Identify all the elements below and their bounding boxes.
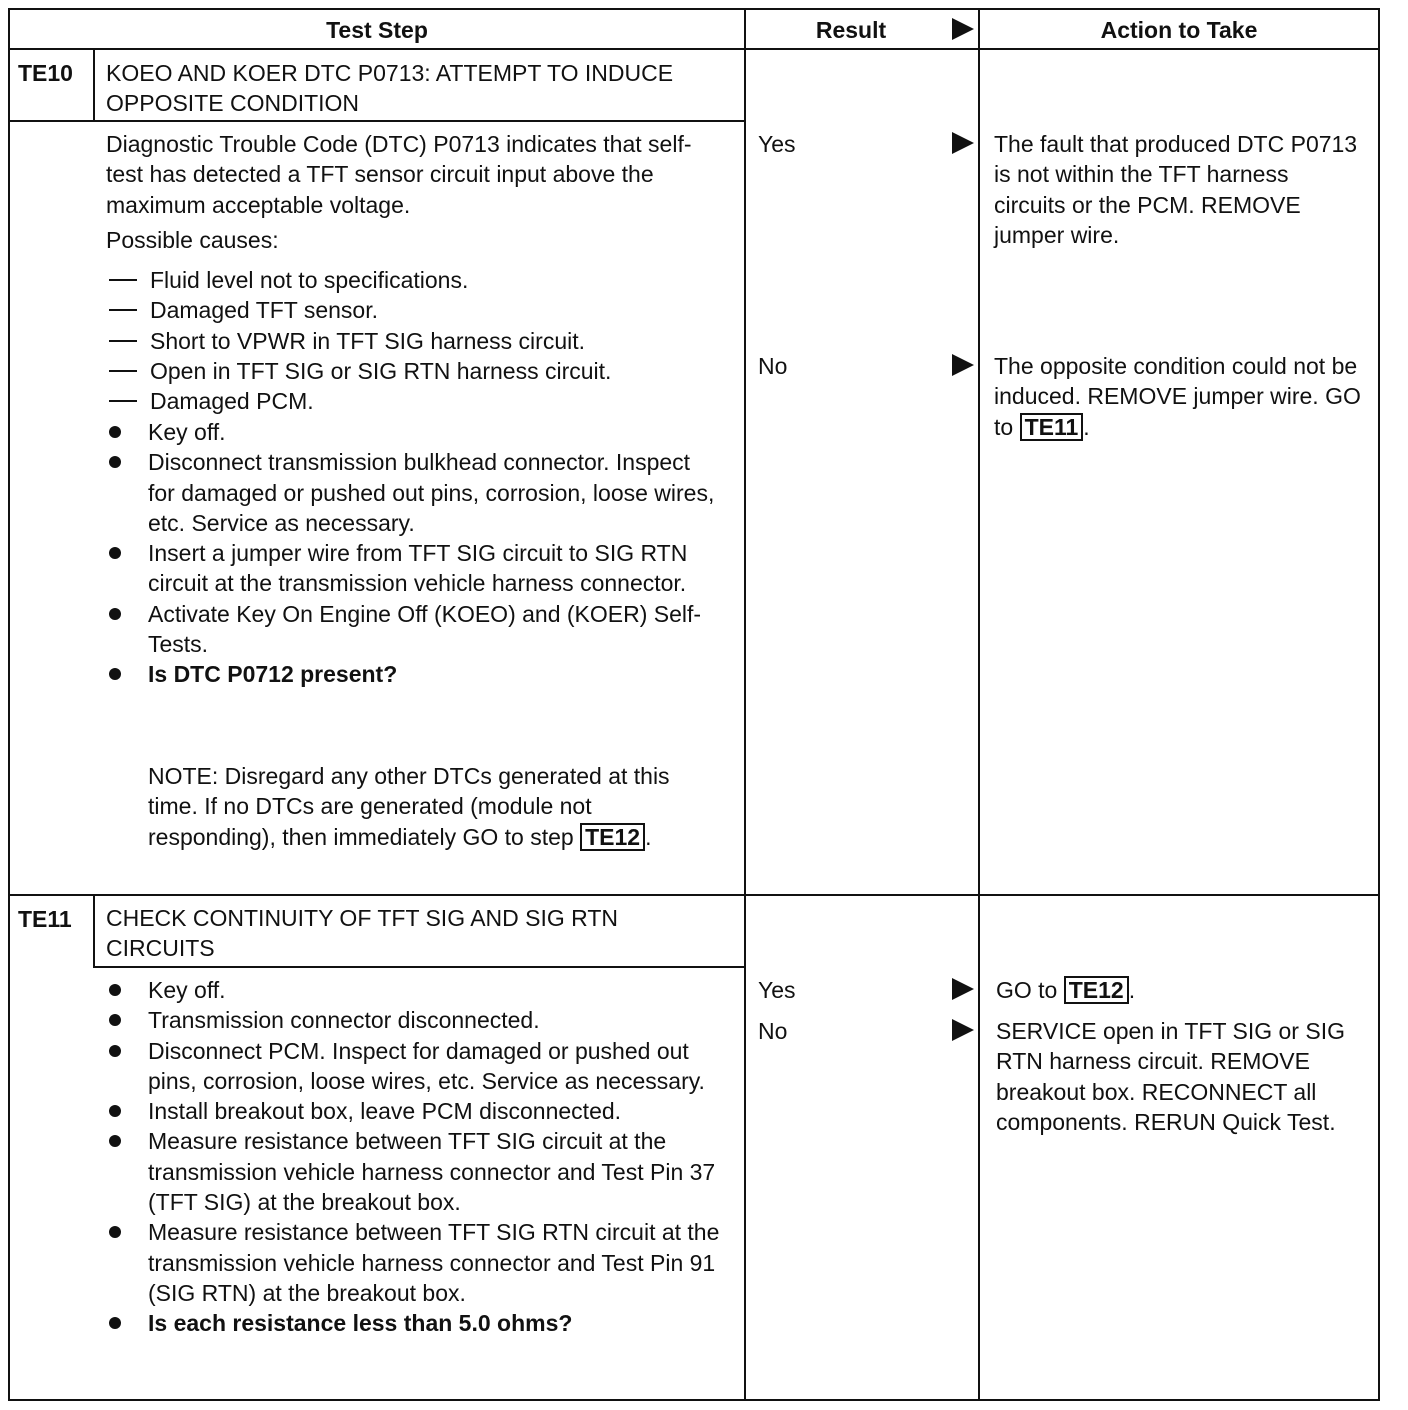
list-item: Fluid level not to specifications. [106, 265, 726, 295]
header-test-step: Test Step [326, 16, 428, 43]
list-item: Damaged TFT sensor. [106, 295, 726, 325]
te10-question: Is DTC P0712 present? [108, 659, 720, 689]
list-item: Activate Key On Engine Off (KOEO) and (KOER) Self-Tests. [108, 599, 720, 660]
header-arrow-icon [952, 18, 974, 40]
list-item: Open in TFT SIG or SIG RTN harness circuit. [106, 356, 726, 386]
te10-no-action-text: The opposite condition could not be induced. REMOVE jumper wire. GO to [994, 353, 1361, 440]
divider-id-te10 [93, 50, 95, 122]
te10-note [148, 761, 720, 852]
te10-title-line [10, 120, 744, 122]
te11-question: Is each resistance less than 5.0 ohms? [108, 1308, 728, 1338]
te11-yes-step-ref[interactable]: TE12 [1064, 976, 1129, 1004]
list-item: Measure resistance between TFT SIG RTN circuit at the transmission vehicle harness connector and Test Pin 91 (SIG RTN) at the breakout box. [108, 1217, 728, 1308]
te10-note-end: . [645, 823, 652, 850]
te10-step-id: TE10 [18, 60, 73, 86]
te11-yes-arrow-icon [952, 978, 974, 1000]
header-result: Result [815, 16, 887, 43]
te11-title-line [93, 966, 744, 968]
te11-steps-list [108, 975, 728, 1339]
list-item: Insert a jumper wire from TFT SIG circuit to SIG RTN circuit at the transmission vehicle harness connector. [108, 538, 720, 599]
te11-no-label: No [758, 1018, 788, 1044]
te10-no-arrow-icon [952, 354, 974, 376]
te10-no-step-ref[interactable]: TE11 [1020, 413, 1084, 441]
te11-yes-end: . [1128, 977, 1136, 1003]
list-item: Measure resistance between TFT SIG circuit at the transmission vehicle harness connector and Test Pin 37 (TFT SIG) at the breakout box. [108, 1126, 728, 1217]
te11-yes-label: Yes [758, 977, 796, 1003]
list-item: Key off. [108, 417, 720, 447]
diagnostic-table [8, 8, 1380, 1401]
divider-action-col [978, 10, 980, 1399]
list-item: Install breakout box, leave PCM disconnected. [108, 1096, 728, 1126]
list-item: Transmission connector disconnected. [108, 1005, 728, 1035]
te10-yes-arrow-icon [952, 132, 974, 154]
te10-steps-list [108, 417, 720, 690]
divider-id-te11 [93, 896, 95, 968]
te11-title: CHECK CONTINUITY OF TFT SIG AND SIG RTN CIRCUITS [106, 905, 619, 962]
te10-description: Diagnostic Trouble Code (DTC) P0713 indicates that self-test has detected a TFT sensor circuit input above the maximum acceptable voltage. [106, 131, 692, 218]
te11-yes-action [996, 975, 1364, 1005]
header-action: Action to Take [1100, 16, 1258, 43]
te11-yes-action-text: GO to [996, 977, 1058, 1003]
te10-no-action [994, 351, 1362, 442]
te11-step-id: TE11 [18, 906, 72, 932]
te10-note-text: NOTE: Disregard any other DTCs generated at this time. If no DTCs are generated (module not responding), then immediately GO to step [148, 763, 670, 850]
te10-yes-label: Yes [758, 131, 796, 157]
te10-possible-causes-label: Possible causes: [106, 227, 279, 253]
te10-title: KOEO AND KOER DTC P0713: ATTEMPT TO INDUCE OPPOSITE CONDITION [106, 60, 674, 117]
te10-note-step-ref[interactable]: TE12 [580, 823, 645, 851]
te10-no-label: No [758, 353, 788, 379]
te10-yes-action: The fault that produced DTC P0713 is not within the TFT harness circuits or the PCM. REMOVE jumper wire. [994, 131, 1358, 248]
te10-causes-list [106, 265, 726, 416]
list-item: Damaged PCM. [106, 386, 726, 416]
list-item: Key off. [108, 975, 728, 1005]
list-item: Disconnect PCM. Inspect for damaged or pushed out pins, corrosion, loose wires, etc. Service as necessary. [108, 1036, 728, 1097]
te11-no-arrow-icon [952, 1019, 974, 1041]
list-item: Disconnect transmission bulkhead connector. Inspect for damaged or pushed out pins, corrosion, loose wires, etc. Service as necessary. [108, 447, 720, 538]
te10-no-end: . [1083, 413, 1090, 440]
te11-no-action: SERVICE open in TFT SIG or SIG RTN harness circuit. REMOVE breakout box. RECONNECT all components. RERUN Quick Test. [996, 1018, 1345, 1135]
divider-result-col [744, 10, 746, 1399]
list-item: Short to VPWR in TFT SIG harness circuit. [106, 326, 726, 356]
te10-bottom-line [10, 894, 1378, 896]
